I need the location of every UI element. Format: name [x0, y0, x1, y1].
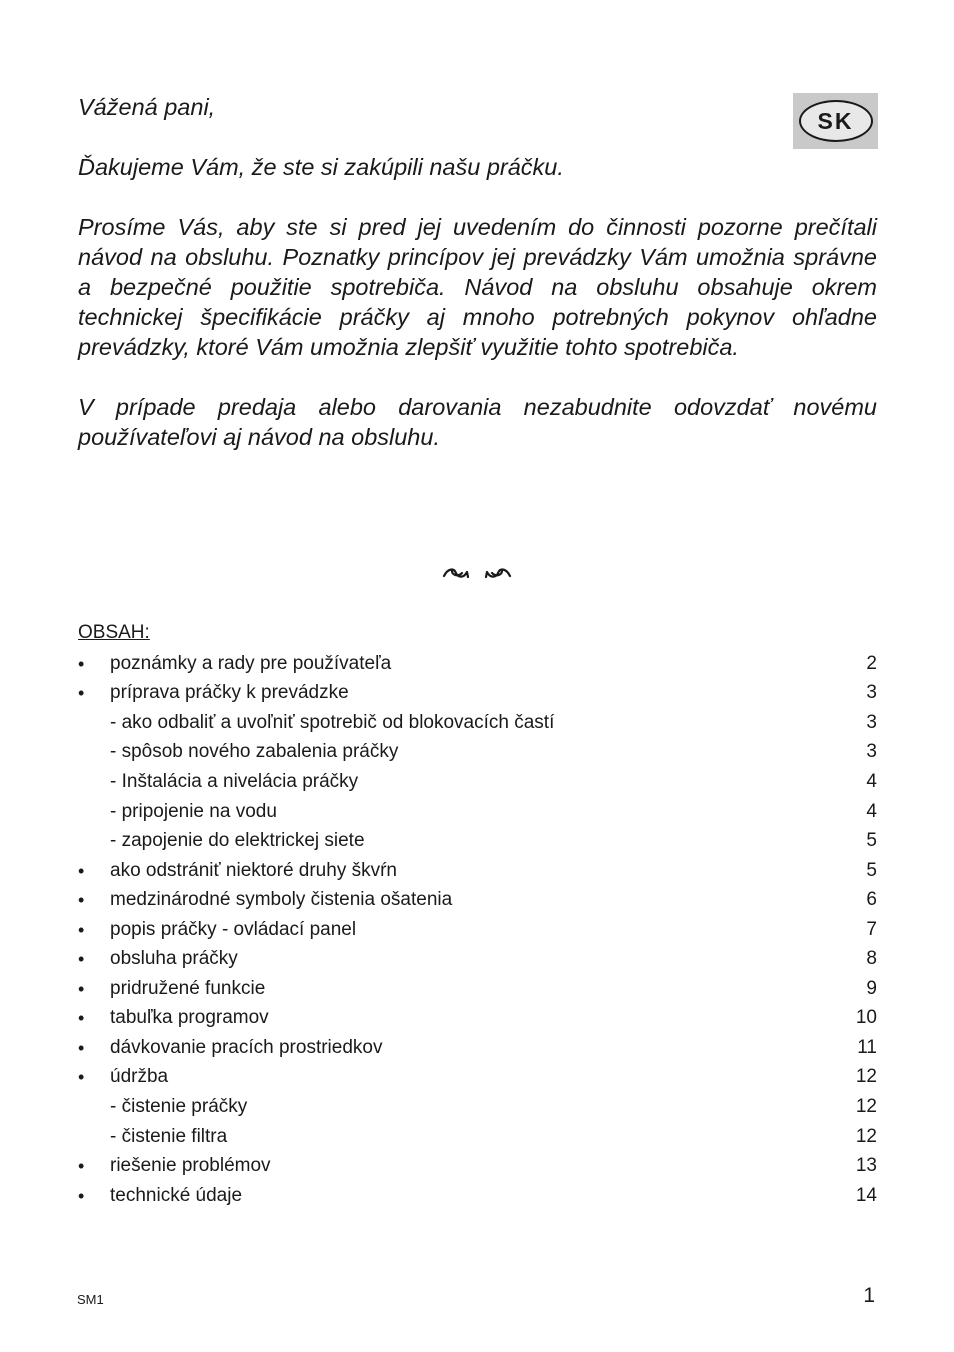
toc-entry: [78, 856, 877, 886]
toc-entry: [78, 1092, 877, 1122]
toc-entry-page: 3: [866, 741, 877, 763]
toc-entry: [78, 974, 877, 1004]
toc-entry-label: dávkovanie pracích prostriedkov: [110, 1036, 383, 1058]
greeting: Vážená pani,: [78, 94, 216, 120]
toc-entry-label: medzinárodné symboly čistenia ošatenia: [110, 889, 453, 911]
toc-entry: [78, 944, 877, 974]
toc-entry-page: 4: [866, 770, 877, 792]
toc-entry-page: 10: [855, 1007, 877, 1029]
thanks-text: Ďakujeme Vám, že ste si zakúpili našu práčku.: [78, 154, 564, 180]
toc-heading: OBSAH:: [78, 622, 150, 643]
toc-entry: [78, 1181, 877, 1211]
toc-entry-page: 8: [866, 948, 877, 970]
toc-entry: [78, 1151, 877, 1181]
toc-entry-page: 3: [866, 682, 877, 704]
toc-entry: [78, 1033, 877, 1063]
toc-entry: [78, 767, 877, 797]
language-badge-label: SK: [799, 100, 873, 142]
toc-entry-label: popis práčky - ovládací panel: [110, 918, 357, 940]
resale-paragraph: V prípade predaja alebo darovania nezabudnite odovzdať novému používateľovi aj návod na obsluhu.: [78, 394, 877, 450]
toc-entry-label: riešenie problémov: [110, 1155, 271, 1177]
bullet: •: [78, 919, 85, 940]
bullet: •: [78, 1008, 85, 1029]
bullet: •: [78, 683, 85, 704]
bullet: •: [78, 1037, 85, 1058]
toc-entry-page: 4: [866, 800, 877, 822]
page-number: 1: [863, 1284, 875, 1307]
toc-entry-page: 3: [866, 711, 877, 733]
toc-entry: [78, 797, 877, 827]
toc-entry-label: poznámky a rady pre používateľa: [110, 652, 392, 674]
toc-entry-label: obsluha práčky: [110, 948, 238, 970]
toc-entry-label: - pripojenie na vodu: [110, 800, 277, 822]
toc-entry-page: 11: [857, 1036, 877, 1058]
bullet: •: [78, 949, 85, 970]
toc-entry: [78, 708, 877, 738]
decorative-flourish-icon: [440, 560, 514, 586]
toc-entry: [78, 679, 877, 709]
toc-entry: [78, 1004, 877, 1034]
language-badge: [793, 93, 878, 149]
toc-entry-label: pridružené funkcie: [110, 977, 266, 999]
toc-entry-label: tabuľka programov: [110, 1007, 269, 1029]
toc-entry-label: - spôsob nového zabalenia práčky: [110, 741, 399, 763]
toc-entry: [78, 1063, 877, 1093]
toc-entry-label: - Inštalácia a nivelácia práčky: [110, 770, 359, 792]
bullet: •: [78, 1185, 85, 1206]
toc-entry-page: 12: [855, 1066, 877, 1088]
toc-entry-label: - ako odbaliť a uvoľniť spotrebič od blokovacích častí: [110, 711, 555, 733]
bullet: •: [78, 1156, 85, 1177]
toc-entry-label: technické údaje: [110, 1184, 243, 1206]
bullet: •: [78, 1067, 85, 1088]
bullet: •: [78, 978, 85, 999]
toc-entry-page: 6: [866, 889, 877, 911]
toc-entry-page: 9: [866, 977, 877, 999]
toc-entry-label: - čistenie filtra: [110, 1125, 228, 1147]
toc-entry-label: príprava práčky k prevádzke: [110, 682, 349, 704]
toc-entry-page: 7: [866, 918, 877, 940]
toc-entry-label: ako odstrániť niektoré druhy škvŕn: [110, 859, 397, 881]
intro-paragraph: Prosíme Vás, aby ste si pred jej uvedením do činnosti pozorne prečítali návod na obsluhu. Poznatky princípov jej prevádzky Vám umožnia správne a bezpečné použitie spotrebiča. Návod na obsluhu obsahuje okrem technickej špecifikácie práčky aj mnoho potrebných pokynov ohľadne prevádzky, ktoré Vám umožnia zlepšiť využitie tohto spotrebiča.: [78, 214, 877, 360]
toc-entry: [78, 649, 877, 679]
toc-entry-label: údržba: [110, 1066, 169, 1088]
toc-entry: [78, 915, 877, 945]
toc-entry-page: 13: [855, 1155, 877, 1177]
toc-entry-label: - čistenie práčky: [110, 1095, 248, 1117]
toc-entry: [78, 826, 877, 856]
document-code: SM1: [77, 1292, 104, 1307]
toc-entry-page: 5: [866, 830, 877, 852]
toc-entry-page: 2: [866, 652, 877, 674]
table-of-contents: [78, 649, 877, 1210]
toc-entry: [78, 738, 877, 768]
bullet: •: [78, 860, 85, 881]
toc-entry-page: 12: [855, 1095, 877, 1117]
toc-entry-page: 5: [866, 859, 877, 881]
toc-entry: [78, 885, 877, 915]
toc-entry-label: - zapojenie do elektrickej siete: [110, 830, 365, 852]
toc-entry-page: 14: [855, 1184, 877, 1206]
bullet: •: [78, 653, 85, 674]
toc-entry-page: 12: [855, 1125, 877, 1147]
bullet: •: [78, 890, 85, 911]
toc-entry: [78, 1122, 877, 1152]
